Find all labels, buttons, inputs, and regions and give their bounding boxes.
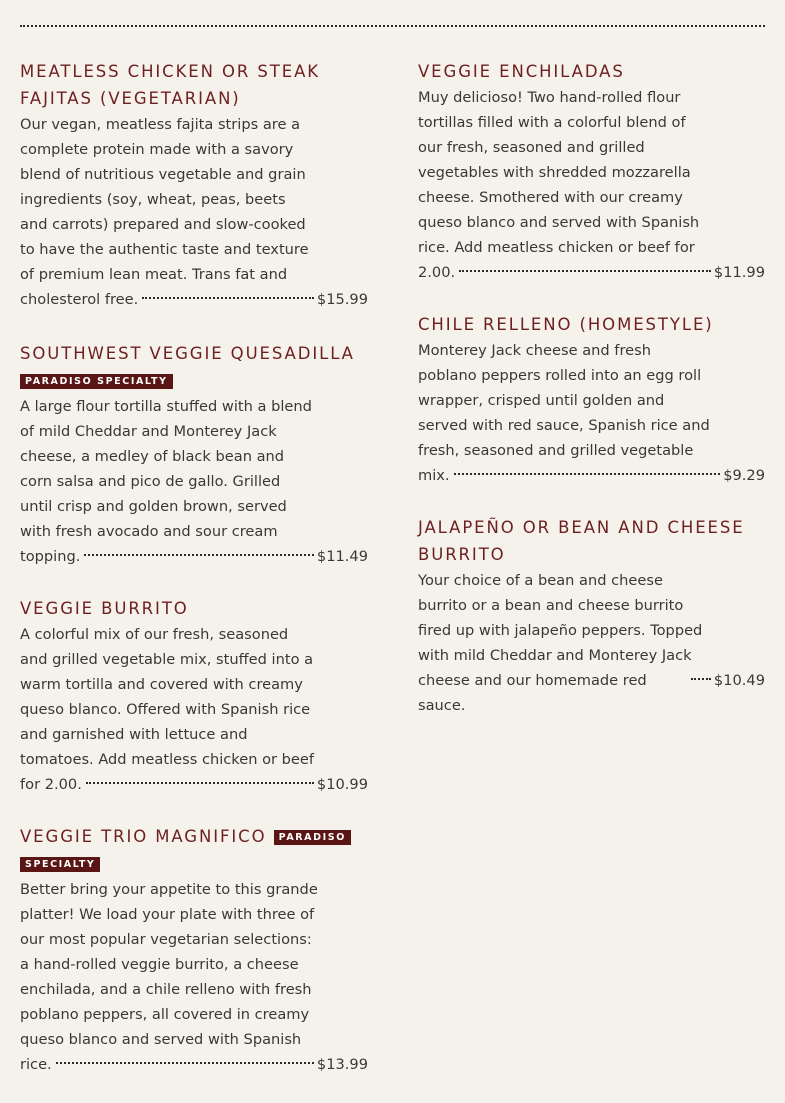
description-last-line: cheese and our homemade red sauce. — [418, 672, 647, 714]
menu-item-title — [20, 340, 368, 394]
description-line: poblano peppers, all covered in creamy — [20, 1006, 310, 1023]
menu-item-chile-relleno-homestyle — [418, 311, 765, 488]
description-line: of mild Cheddar and Monterey Jack — [20, 423, 277, 440]
description-line: A large flour tortilla stuffed with a blend — [20, 398, 312, 415]
price-line — [418, 463, 765, 488]
description-line: Monterey Jack cheese and fresh — [418, 342, 651, 359]
description-line: vegetables with shredded mozzarella — [418, 164, 691, 181]
price-line — [20, 544, 368, 569]
description-line: to have the authentic taste and texture — [20, 241, 309, 258]
menu-item-meatless-chicken-or-steak-fajitas-vegetarian — [20, 58, 368, 312]
description-line: enchilada, and a chile relleno with fresh — [20, 981, 312, 998]
description-line: tomatoes. Add meatless chicken or beef — [20, 751, 315, 768]
menu-item-title-text: JALAPEÑO OR BEAN AND CHEESE BURRITO — [418, 518, 745, 564]
description-line: a hand-rolled veggie burrito, a cheese — [20, 956, 299, 973]
dotted-leader — [142, 297, 314, 299]
dotted-leader — [459, 270, 711, 272]
description-line: queso blanco and served with Spanish — [20, 1031, 302, 1048]
menu-item-veggie-trio-magnifico — [20, 823, 368, 1077]
menu-item-veggie-enchiladas — [418, 58, 765, 285]
description-line: with fresh avocado and sour cream — [20, 523, 278, 540]
description-line: queso blanco. Offered with Spanish rice — [20, 701, 311, 718]
dotted-leader — [56, 1062, 314, 1064]
menu-column-left — [20, 58, 368, 1103]
description-line: with mild Cheddar and Monterey Jack — [418, 647, 692, 664]
price-line — [20, 287, 368, 312]
menu-item-price: $10.49 — [713, 672, 765, 689]
menu-item-title-text: VEGGIE TRIO MAGNIFICO — [20, 827, 267, 846]
menu-item-title — [20, 595, 368, 622]
menu-item-price: $15.99 — [316, 291, 368, 308]
description-line: cheese. Smothered with our creamy — [418, 189, 683, 206]
description-line: and carrots) prepared and slow-cooked — [20, 216, 306, 233]
dotted-leader — [454, 473, 721, 475]
price-line — [20, 1052, 368, 1077]
dotted-leader — [84, 554, 314, 556]
menu-item-jalapeno-or-bean-and-cheese-burrito — [418, 514, 765, 718]
description-line: warm tortilla and covered with creamy — [20, 676, 303, 693]
menu-item-title-text: SOUTHWEST VEGGIE QUESADILLA — [20, 344, 355, 363]
menu-item-title-text: VEGGIE ENCHILADAS — [418, 62, 625, 81]
price-line — [418, 668, 765, 718]
menu-item-price: $10.99 — [316, 776, 368, 793]
description-line: poblano peppers rolled into an egg roll — [418, 367, 702, 384]
menu-item-description — [20, 622, 368, 797]
menu-item-description — [418, 338, 765, 488]
description-line: queso blanco and served with Spanish — [418, 214, 700, 231]
description-last-line: 2.00. — [418, 264, 456, 281]
dotted-leader — [691, 678, 711, 680]
description-last-line: rice. — [20, 1056, 52, 1073]
description-last-line: mix. — [418, 467, 450, 484]
menu-item-title-text: CHILE RELLENO (HOMESTYLE) — [418, 315, 714, 334]
description-line: wrapper, crisped until golden and — [418, 392, 665, 409]
dotted-leader — [86, 782, 314, 784]
menu-item-title — [418, 58, 765, 85]
description-last-line: cholesterol free. — [20, 291, 139, 308]
description-line: and grilled vegetable mix, stuffed into a — [20, 651, 314, 668]
description-line: ingredients (soy, wheat, peas, beets — [20, 191, 286, 208]
menu-item-title — [20, 58, 368, 112]
menu-column-right — [418, 58, 765, 744]
description-line: rice. Add meatless chicken or beef for — [418, 239, 695, 256]
description-line: fresh, seasoned and grilled vegetable — [418, 442, 694, 459]
specialty-badge: PARADISO SPECIALTY — [20, 830, 351, 872]
menu-item-description — [20, 394, 368, 569]
menu-item-title-text: MEATLESS CHICKEN OR STEAK FAJITAS (VEGETARIAN) — [20, 62, 320, 108]
description-line: our most popular vegetarian selections: — [20, 931, 312, 948]
specialty-badge: PARADISO SPECIALTY — [20, 374, 173, 389]
top-dotted-divider — [20, 25, 765, 27]
description-line: blend of nutritious vegetable and grain — [20, 166, 306, 183]
menu-item-price: $11.99 — [713, 264, 765, 281]
description-line: corn salsa and pico de gallo. Grilled — [20, 473, 281, 490]
description-last-line: topping. — [20, 548, 81, 565]
price-line — [20, 772, 368, 797]
description-line: Our vegan, meatless fajita strips are a — [20, 116, 301, 133]
menu-item-title — [20, 823, 368, 877]
menu-item-title — [418, 514, 765, 568]
description-line: served with red sauce, Spanish rice and — [418, 417, 710, 434]
description-line: and garnished with lettuce and — [20, 726, 248, 743]
menu-item-southwest-veggie-quesadilla — [20, 340, 368, 569]
menu-item-title — [418, 311, 765, 338]
description-last-line: for 2.00. — [20, 776, 82, 793]
menu-item-price: $9.29 — [723, 467, 765, 484]
description-line: A colorful mix of our fresh, seasoned — [20, 626, 289, 643]
description-line: tortillas filled with a colorful blend of — [418, 114, 686, 131]
menu-item-title-text: VEGGIE BURRITO — [20, 599, 189, 618]
menu-item-description — [418, 568, 765, 718]
menu-item-description — [20, 877, 368, 1077]
description-line: fired up with jalapeño peppers. Topped — [418, 622, 703, 639]
description-line: complete protein made with a savory — [20, 141, 294, 158]
description-line: cheese, a medley of black bean and — [20, 448, 285, 465]
description-line: Better bring your appetite to this grande — [20, 881, 318, 898]
description-line: Muy delicioso! Two hand-rolled flour — [418, 89, 681, 106]
description-line: until crisp and golden brown, served — [20, 498, 287, 515]
menu-item-price: $13.99 — [316, 1056, 368, 1073]
description-line: of premium lean meat. Trans fat and — [20, 266, 288, 283]
price-line — [418, 260, 765, 285]
menu-item-veggie-burrito — [20, 595, 368, 797]
description-line: Your choice of a bean and cheese — [418, 572, 663, 589]
menu-item-description — [418, 85, 765, 285]
description-line: our fresh, seasoned and grilled — [418, 139, 645, 156]
menu-item-description — [20, 112, 368, 312]
description-line: burrito or a bean and cheese burrito — [418, 597, 684, 614]
description-line: platter! We load your plate with three of — [20, 906, 315, 923]
menu-item-price: $11.49 — [316, 548, 368, 565]
